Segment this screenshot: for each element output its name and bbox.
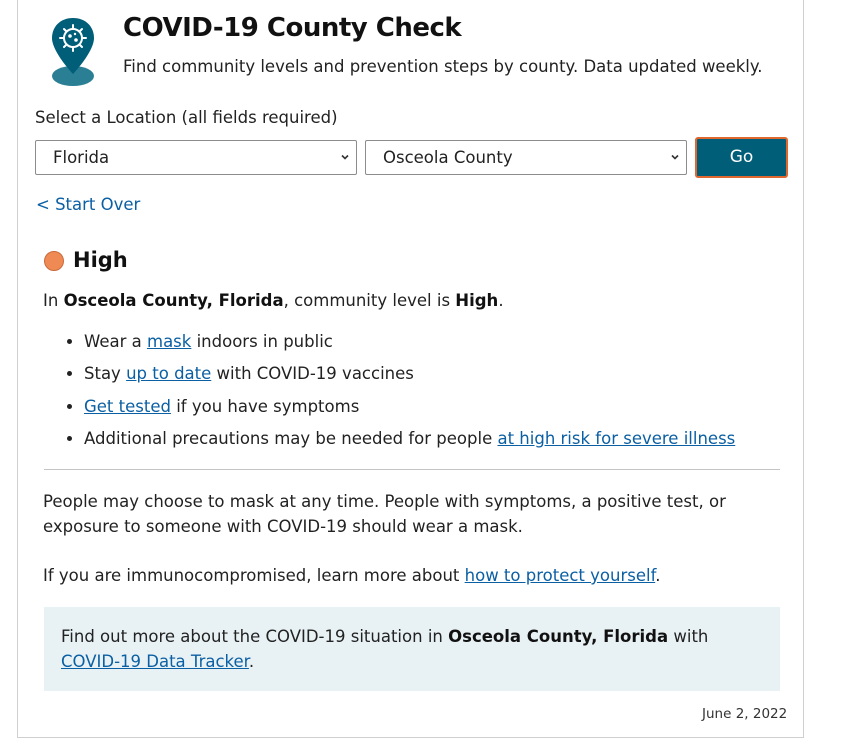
recommendation-item: • Stay up to date with COVID-19 vaccines <box>84 362 784 394</box>
sentence-prefix: In <box>43 291 64 310</box>
start-over-link[interactable]: < Start Over <box>36 195 141 214</box>
page-title: COVID-19 County Check <box>123 13 462 43</box>
protect-yourself-link[interactable]: how to protect yourself <box>464 566 656 585</box>
up-to-date-link[interactable]: up to date <box>126 364 212 384</box>
mask-link[interactable]: mask <box>147 332 192 351</box>
county-select-value: Osceola County <box>383 148 513 167</box>
state-select-value: Florida <box>53 148 110 167</box>
community-level-heading: High <box>73 248 128 272</box>
sentence-middle: , community level is <box>283 291 456 310</box>
tracker-location: Osceola County, Florida <box>448 627 669 646</box>
level-name: High <box>455 291 499 310</box>
update-date: June 2, 2022 <box>702 706 788 722</box>
recommendation-list <box>44 330 784 459</box>
high-risk-link[interactable]: at high risk for severe illness <box>497 428 736 448</box>
state-select[interactable] <box>35 140 357 175</box>
county-select[interactable] <box>365 140 687 175</box>
location-name: Osceola County, Florida <box>63 291 284 310</box>
community-level-indicator <box>44 251 64 271</box>
location-pin-virus-icon <box>50 16 96 88</box>
go-button[interactable]: Go <box>695 137 788 178</box>
immunocompromised-note: If you are immunocompromised, learn more about how to protect yourself. <box>43 566 661 585</box>
data-tracker-link[interactable]: COVID-19 Data Tracker <box>61 652 249 671</box>
community-level-sentence <box>43 291 504 310</box>
recommendation-item: • Additional precautions may be needed for people at high risk for severe illness <box>84 427 784 459</box>
location-select-label: Select a Location (all fields required) <box>35 108 338 127</box>
recommendation-item: • Wear a mask indoors in public <box>84 330 784 362</box>
section-divider <box>44 469 780 470</box>
recommendation-item: • Get tested if you have symptoms <box>84 395 784 427</box>
sentence-suffix: . <box>498 291 504 310</box>
get-tested-link[interactable]: Get tested <box>84 396 171 416</box>
data-tracker-callout: Find out more about the COVID-19 situation in Osceola County, Florida with COVID-19 Data Tracker. <box>44 607 780 691</box>
chevron-down-icon <box>341 153 349 161</box>
chevron-down-icon <box>671 153 679 161</box>
page-subtitle: Find community levels and prevention steps by county. Data updated weekly. <box>123 57 763 76</box>
mask-note: People may choose to mask at any time. People with symptoms, a positive test, or exposure to someone with COVID-19 should wear a mask. <box>43 492 726 536</box>
